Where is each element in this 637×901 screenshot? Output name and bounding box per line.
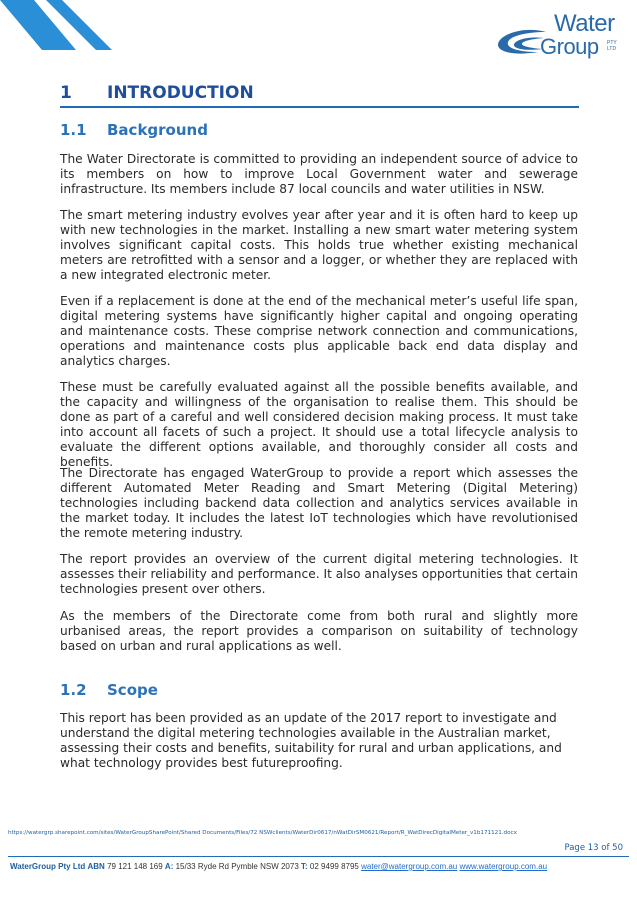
page-number: Page 13 of 50 (564, 843, 623, 853)
abn-label: ABN (87, 862, 105, 871)
footer-divider (8, 856, 629, 857)
phone-label: T: (301, 862, 308, 871)
logo-word-water: Water (554, 10, 615, 37)
section-number: 1 (60, 83, 72, 103)
address-value: 15/33 Ryde Rd Pymble NSW 2073 (175, 862, 299, 871)
subsection-number: 1.2 (60, 681, 87, 699)
company-name: WaterGroup Pty Ltd (10, 862, 86, 871)
corner-decoration (0, 0, 120, 60)
paragraph: The Water Directorate is committed to providing an independent source of advice to its members on how to improve Local Government water and sewerage infrastructure. Its members include 87 local councils and water utilities in NSW. (60, 152, 578, 196)
paragraph: This report has been provided as an update of the 2017 report to investigate and understand the digital metering technologies available in the Australian market, assessing their costs and benefits, suitability for rural and urban applications, and what technology provides best futureproofing. (60, 711, 562, 770)
abn-value: 79 121 148 169 (107, 862, 163, 871)
paragraph: The report provides an overview of the current digital metering technologies. It assesses their reliability and performance. It also analyses opportunities that certain technologies present over others. (60, 552, 578, 596)
document-path: https://watergrp.sharepoint.com/sites/WaterGroupSharePoint/Shared Documents/Files/72 NSWclients/WaterDir0617/nWatDirSM0621/Report/R_WatDirecDigitalMeter_v1b171121.docx (8, 830, 517, 836)
paragraph: As the members of the Directorate come from both rural and slightly more urbanised areas, the report provides a comparison on suitability of technology based on urban and rural applications as well. (60, 609, 578, 653)
paragraph: The smart metering industry evolves year after year and it is often hard to keep up with new technologies in the market. Installing a new smart water metering system involves significant capital costs. This holds true whether existing mechanical meters are retrofitted with a sensor and a logger, or whether they are replaced with a new integrated electronic meter. (60, 208, 578, 282)
section-title: INTRODUCTION (107, 83, 254, 103)
phone-value: 02 9499 8795 (309, 862, 359, 871)
logo-word-group: Group (540, 34, 599, 59)
paragraph: Even if a replacement is done at the end of the mechanical meter’s useful life span, digital metering systems have significantly higher capital and ongoing operating and maintenance costs. These comprise network connection and communications, operations and maintenance costs plus applicable back end data display and analytics charges. (60, 294, 578, 368)
section-heading (60, 82, 579, 108)
website-link[interactable]: www.watergroup.com.au (459, 862, 548, 871)
water-group-logo (494, 10, 626, 66)
subsection-title: Background (107, 121, 208, 139)
paragraph: The Directorate has engaged WaterGroup to provide a report which assesses the different Automated Meter Reading and Smart Metering (Digital Metering) technologies including backend data collection and analytics services available in the market today. It includes the latest IoT technologies which have revolutionised the remote metering industry. (60, 466, 578, 540)
subsection-title: Scope (107, 681, 158, 699)
paragraph: These must be carefully evaluated against all the possible benefits available, and the capacity and willingness of the organisation to realise them. This should be done as part of a careful and well considered decision making process. It must take into account all facets of such a project. It should use a total lifecycle analysis to evaluate the different options available, and thoroughly consider all costs and benefits. (60, 380, 578, 469)
email-link[interactable]: water@watergroup.com.au (361, 862, 458, 871)
logo-suffix: PTY LTD (607, 40, 617, 52)
address-label: A: (164, 862, 174, 871)
subsection-number: 1.1 (60, 121, 87, 139)
footer-contact (10, 862, 630, 871)
